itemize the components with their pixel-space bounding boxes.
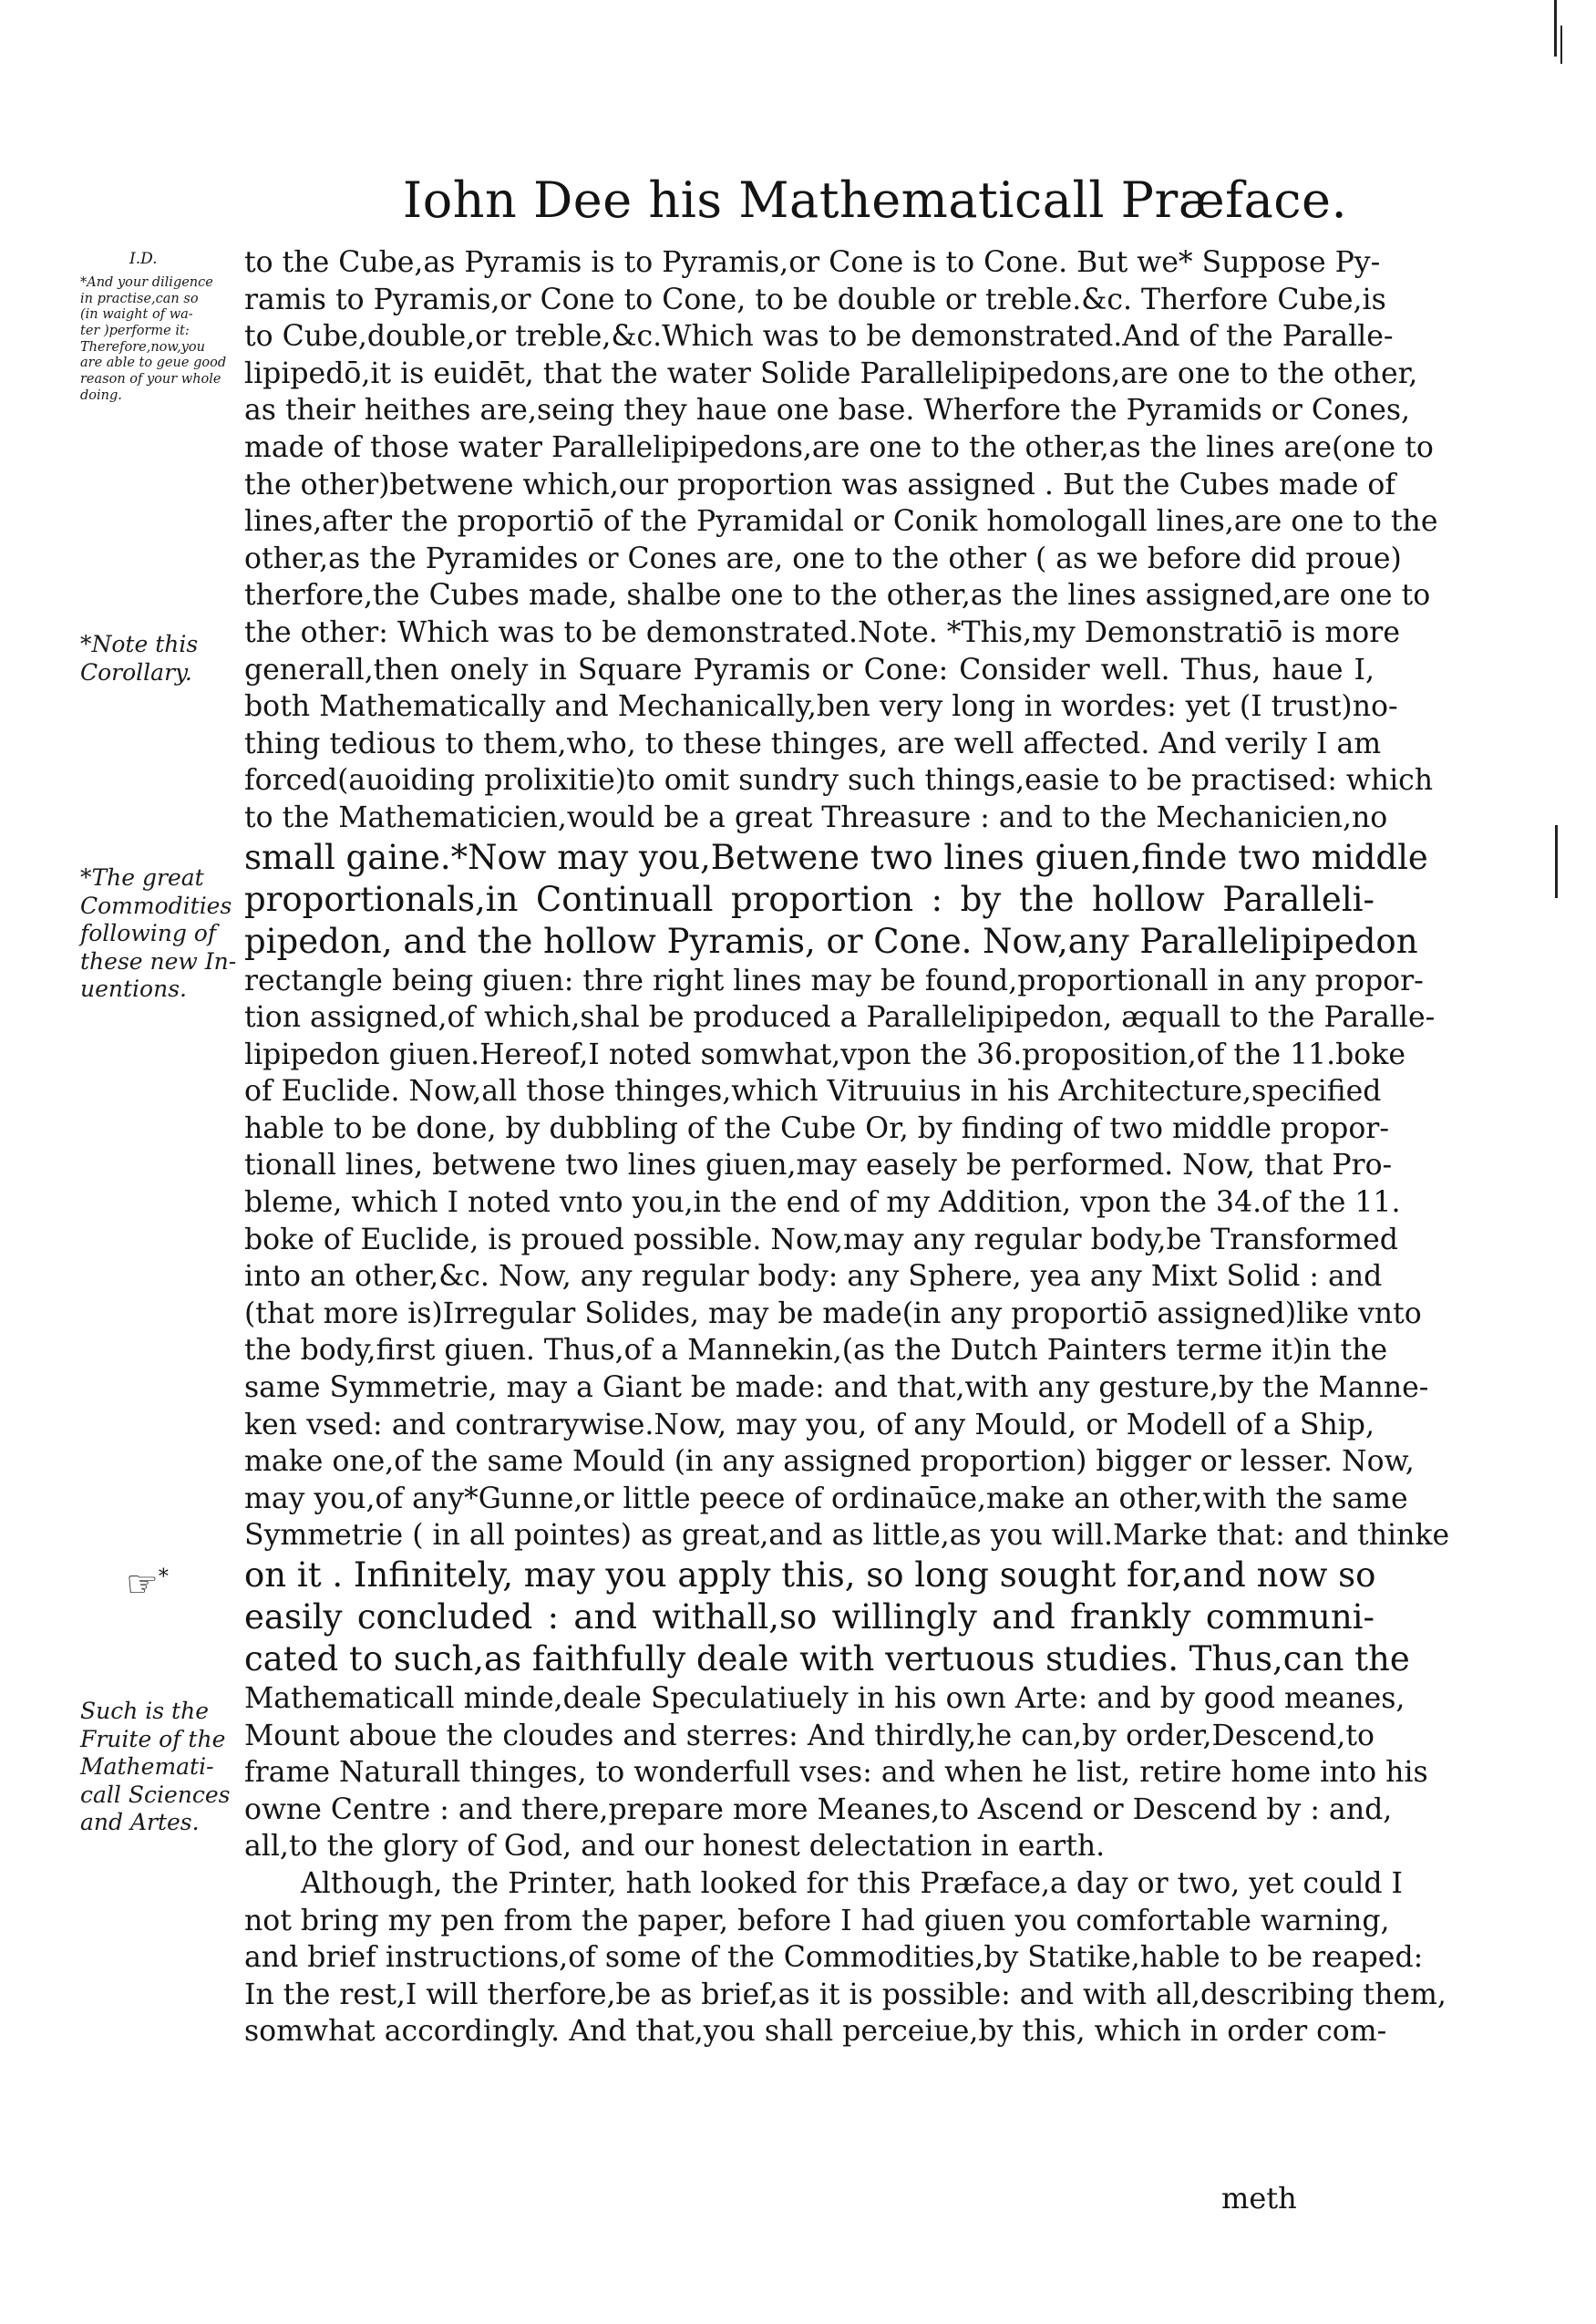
text-line: not bring my pen from the paper, before I had giuen you comfortable warning,: [244, 1904, 1390, 1937]
margin-note-line: ter )performe it:: [80, 324, 190, 339]
margin-note-line: Corollary.: [80, 658, 192, 686]
text-line: generall,then onely in Square Pyramis or Cone: Consider well. Thus, haue I,: [244, 653, 1375, 687]
text-line: ramis to Pyramis,or Cone to Cone, to be double or treble.&c. Therfore Cube,is: [244, 283, 1386, 316]
text-line: to the Cube,as Pyramis is to Pyramis,or Cone is to Cone. But we* Suppose Py-: [244, 246, 1381, 279]
margin-note-line: Therefore,now,you: [80, 339, 205, 355]
margin-note-fruite: [80, 1698, 235, 1837]
text-line: hable to be done, by dubbling of the Cube Or, by finding of two middle propor-: [244, 1111, 1389, 1145]
text-line: bleme, which I noted vnto you,in the end of my Addition, vpon the 34.of the 11.: [244, 1186, 1401, 1220]
text-line: ken vsed: and contrarywise.Now, may you, of any Mould, or Modell of a Ship,: [244, 1408, 1375, 1441]
text-line: somwhat accordingly. And that,you shall perceiue,by this, which in order com-: [244, 2015, 1387, 2049]
margin-note-line: *Note this: [80, 631, 199, 657]
margin-note-line: are able to geue good: [80, 356, 227, 371]
text-line: and brief instructions,of some of the Commodities,by Statike,hable to be reaped:: [244, 1941, 1424, 1975]
text-line: cated to such,as faithfully deale with vertuous studies. Thus,can the: [244, 1639, 1410, 1678]
text-line: rectangle being giuen: thre right lines may be found,proportionall in any propor-: [244, 964, 1424, 997]
margin-note-corollary: [80, 631, 235, 687]
margin-note-line: reason of your whole: [80, 372, 221, 387]
text-line: easily concluded : and withall,so willingly and frankly communi-: [244, 1597, 1375, 1637]
text-line: Mathematicall minde,deale Speculatiuely in his own Arte: and by good meanes,: [244, 1682, 1406, 1715]
margin-initials: I.D.: [129, 250, 158, 268]
text-line: as their heithes are,seing they haue one base. Wherfore the Pyramids or Cones,: [244, 394, 1411, 428]
margin-note-line: doing.: [80, 387, 122, 403]
text-line: to the Mathematicien,would be a great Threasure : and to the Mechanicien,no: [244, 800, 1388, 834]
text-line: lines,after the proportiō of the Pyramidal or Conik homologall lines,are one to the: [244, 505, 1438, 539]
margin-note-line: Mathemati-: [80, 1753, 214, 1780]
text-line: the body,first giuen. Thus,of a Mannekin,(as the Dutch Painters terme it)in the: [244, 1334, 1388, 1368]
edge-mark-lower: [1555, 825, 1558, 898]
text-line: other,as the Pyramides or Cones are, one to the other ( as we before did proue): [244, 542, 1402, 575]
text-line: tionall lines, betwene two lines giuen,may easely be performed. Now, that Pro-: [244, 1149, 1393, 1183]
text-line: owne Centre : and there,prepare more Meanes,to Ascend or Descend by : and,: [244, 1792, 1393, 1826]
manicule-mark: *: [158, 1565, 169, 1589]
text-line: Mount aboue the cloudes and sterres: And thirdly,he can,by order,Descend,to: [244, 1719, 1375, 1752]
text-line: In the rest,I will therfore,be as brief,as it is possible: and with all,describing them,: [244, 1978, 1447, 2011]
text-line: therfore,the Cubes made, shalbe one to the other,as the lines assigned,are one to: [244, 579, 1431, 613]
text-line: forced(auoiding prolixitie)to omit sundry such things,easie to be practised: which: [244, 764, 1434, 798]
margin-note-line: Commodities: [80, 892, 232, 919]
catchword: meth: [1221, 2181, 1297, 2216]
text-line: lipipedon giuen.Hereof,I noted somwhat,vpon the 36.proposition,of the 11.boke: [244, 1038, 1406, 1071]
margin-note-line: *And your diligence: [80, 275, 213, 290]
margin-note-line: uentions.: [80, 976, 187, 1002]
manicule-glyph: ☞: [126, 1564, 159, 1606]
margin-note-line: in practise,can so: [80, 291, 199, 306]
text-line: lipipedō,it is euidēt, that the water Solide Parallelipipedons,are one to the other,: [244, 356, 1418, 390]
page-title: Iohn Dee his Mathematicall Præface.: [402, 171, 1348, 229]
text-line: small gaine.*Now may you,Betwene two lines giuen,finde two middle: [244, 837, 1428, 877]
text-line: made of those water Parallelipipedons,are one to the other,as the lines are(one to: [244, 430, 1434, 464]
manicule-icon: [126, 1564, 169, 1606]
text-line: tion assigned,of which,shal be produced a Parallelipipedon, æquall to the Paralle-: [244, 1001, 1436, 1035]
margin-note-line: *The great: [80, 864, 204, 891]
margin-note-line: call Sciences: [80, 1781, 231, 1808]
text-line: proportionals,in Continuall proportion : by the hollow Paralleli-: [244, 879, 1375, 919]
text-line: into an other,&c. Now, any regular body: any Sphere, yea any Mixt Solid : and: [244, 1260, 1383, 1294]
text-line: to Cube,double,or treble,&c.Which was to be demonstrated.And of the Paralle-: [244, 320, 1394, 354]
margin-note-line: Fruite of the: [80, 1725, 226, 1752]
text-line: (that more is)Irregular Solides, may be made(in any proportiō assigned)like vnto: [244, 1296, 1422, 1330]
edge-mark-top: [1554, 0, 1557, 57]
body-text: [244, 244, 1450, 2050]
text-line: pipedon, and the hollow Pyramis, or Cone. Now,any Parallelipipedon: [244, 921, 1418, 961]
text-line: same Symmetrie, may a Giant be made: and that,with any gesture,by the Manne-: [244, 1371, 1429, 1405]
text-line: Symmetrie ( in all pointes) as great,and as little,as you will.Marke that: and thinke: [244, 1519, 1450, 1553]
text-line: the other)betwene which,our proportion was assigned . But the Cubes made of: [244, 468, 1396, 501]
text-line: all,to the glory of God, and our honest delectation in earth.: [244, 1830, 1106, 1864]
margin-note-line: (in waight of wa-: [80, 307, 193, 323]
text-line: thing tedious to them,who, to these thinges, are well affected. And verily I am: [244, 727, 1382, 760]
text-line: frame Naturall thinges, to wonderfull vses: and when he list, retire home into his: [244, 1756, 1428, 1790]
margin-note-line: and Artes.: [80, 1809, 200, 1835]
margin-note-line: these new In-: [80, 947, 237, 975]
text-line: both Mathematically and Mechanically,ben very long in wordes: yet (I trust)no-: [244, 690, 1398, 724]
text-line: on it . Infinitely, may you apply this, so long sought for,and now so: [244, 1555, 1376, 1595]
text-line: make one,of the same Mould (in any assigned proportion) bigger or lesser. Now,: [244, 1445, 1415, 1479]
text-line: of Euclide. Now,all those thinges,which Vitruuius in his Architecture,specified: [244, 1075, 1382, 1109]
margin-note-line: following of: [80, 920, 217, 946]
text-line: the other: Which was to be demonstrated.Note. *This,my Demonstratiō is more: [244, 615, 1400, 649]
edge-mark-mid: [1560, 26, 1562, 64]
margin-note-commodities: [80, 864, 235, 1004]
text-line: may you,of any*Gunne,or little peece of ordinaūce,make an other,with the same: [244, 1482, 1408, 1515]
margin-note-diligence: [80, 275, 235, 405]
margin-note-line: Such is the: [80, 1698, 209, 1724]
text-line: Although, the Printer, hath looked for this Præface,a day or two, yet could I: [301, 1866, 1403, 1900]
text-line: boke of Euclide, is proued possible. Now,may any regular body,be Transformed: [244, 1223, 1398, 1256]
